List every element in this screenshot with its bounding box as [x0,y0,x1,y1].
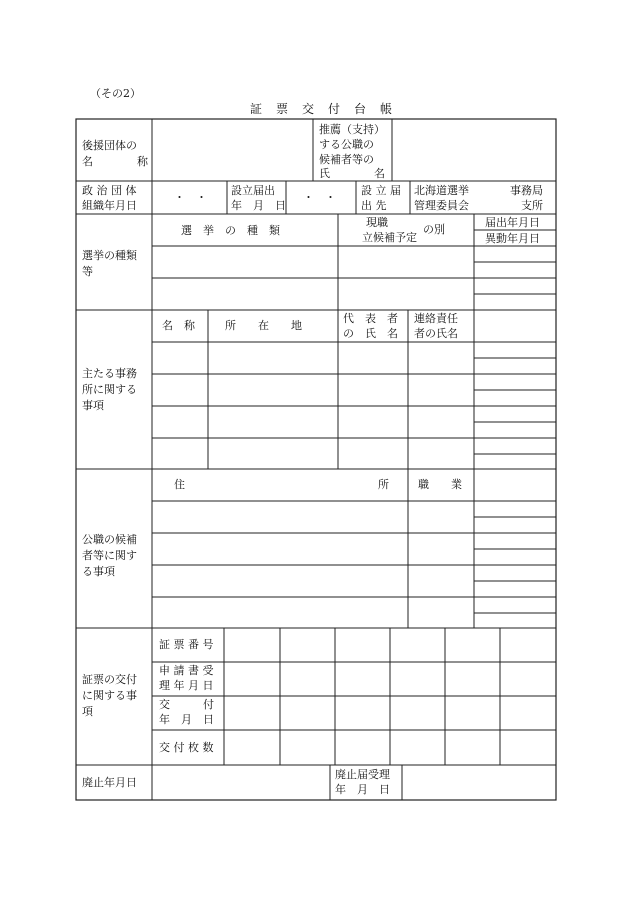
office-l2: 支所 [521,199,543,212]
certificate-number-label: 証 票 番 号 [159,638,214,651]
org-date-label-l1: 政 治 団 体 [82,184,137,197]
election-label-l1: 選挙の種類 [82,249,137,262]
org-name-label-l1: 後援団体の [82,139,137,152]
recommended-label-l3: 候補者等の [319,153,374,166]
committee-l1: 北海道選挙 [414,184,469,197]
election-label-l2: 等 [82,265,93,278]
recommended-label-l4: 氏 名 [319,167,385,180]
office-col-name: 名 称 [162,319,195,332]
certificate-label-l1: 証票の交付 [82,673,137,686]
candidate-col-address-a: 住 [174,478,185,491]
candidate-label-l3: る事項 [82,565,115,578]
office-label-l3: 事項 [82,399,104,412]
incumbent-suffix: の別 [423,223,445,236]
candidate-col-address-b: 所 [378,478,389,491]
issue-date-label-l1: 交 付 [159,698,214,711]
candidate-col-occupation: 職 業 [418,478,462,491]
office-col-rep-l2: の 氏 名 [343,327,398,340]
org-name-label-l2: 名 称 [82,155,148,168]
form-outer-frame [76,119,556,800]
office-col-contact-l2: 者の氏名 [414,327,458,340]
setup-date-label-l1: 設立届出 [231,184,275,197]
recommended-label-l1: 推薦（支持） [319,123,385,136]
office-label-l2: 所に関する [82,383,137,396]
election-type-header: 選 挙 の 種 類 [181,224,280,237]
destination-label-l2: 出 先 [361,199,387,212]
committee-l2: 管理委員会 [414,199,469,212]
sheet-label: （その2） [90,87,141,100]
destination-label-l1: 設 立 届 [361,184,401,197]
org-date-dots: ・ ・ [174,191,207,204]
office-col-location: 所 在 地 [225,319,302,332]
setup-date-label-l2: 年 月 日 [231,199,286,212]
office-col-contact-l1: 連絡責任 [414,312,458,325]
issue-count-label: 交 付 枚 数 [159,741,214,754]
application-date-label-l1: 申 請 書 受 [159,664,214,677]
office-col-rep-l1: 代 表 者 [343,312,398,325]
office-label-l1: 主たる事務 [82,367,137,380]
candidate-label-l1: 公職の候補 [82,533,137,546]
office-l1: 事務局 [510,184,543,197]
abolition-receipt-label-l1: 廃止届受理 [335,768,390,781]
change-date-header: 異動年月日 [485,232,540,245]
org-date-label-l2: 組織年月日 [82,199,137,212]
abolition-receipt-label-l2: 年 月 日 [335,783,390,796]
incumbent-l2: 立候補予定 [362,231,417,244]
certificate-label-l2: に関する事 [82,689,137,702]
certificate-label-l3: 項 [82,705,93,718]
page-title: 証 票 交 付 台 帳 [250,102,394,116]
abolition-date-label: 廃止年月日 [82,776,137,789]
issue-date-label-l2: 年 月 日 [159,713,214,726]
application-date-label-l2: 理 年 月 日 [159,679,214,692]
filed-date-header: 届出年月日 [485,216,540,229]
recommended-label-l2: する公職の [319,138,374,151]
setup-date-dots: ・ ・ [303,191,336,204]
incumbent-l1: 現職 [366,216,388,229]
candidate-label-l2: 者等に関す [82,549,137,562]
